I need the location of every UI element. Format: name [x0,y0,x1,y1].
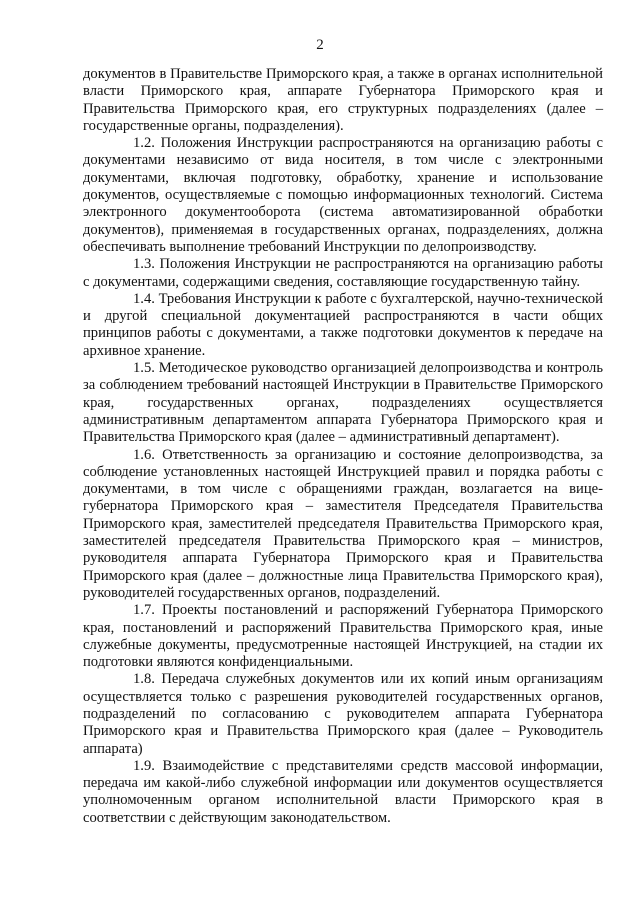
page-number: 2 [316,37,324,53]
paragraph-1-6: 1.6. Ответственность за организацию и состояние делопроизводства, за соблюдение установленных настоящей Инструкцией правил и порядка работы с документами, в том числе с обращениями граждан, возлагается на вице-губернатора Приморского края – заместителя Председателя Правительства Приморского края, заместителей председателя Правительства Приморского края, заместителей председателя Правительства Приморского края – министров, руководителя аппарата Губернатора Приморского края и Правительства Приморского края (далее – должностные лица Правительства Приморского края), руководителей государственных органов, подразделений. [83,446,603,601]
paragraph-1-9: 1.9. Взаимодействие с представителями средств массовой информации, передача им какой-либо служебной информации или документов осуществляется уполномоченным органом исполнительной власти Приморского края в соответствии с действующим законодательством. [83,757,603,826]
document-body [83,66,603,827]
paragraph-1-2: 1.2. Положения Инструкции распространяются на организацию работы с документами независимо от вида носителя, в том числе с электронными документами, включая подготовку, обработку, хранение и использование документов, осуществляемые с помощью информационных технологий. Система электронного документооборота (система автоматизированной обработки документов), применяемая в государственных органах, подразделениях, должна обеспечивать выполнение требований Инструкции по делопроизводству. [83,135,603,255]
paragraph-1-8: 1.8. Передача служебных документов или их копий иным организациям осуществляется только с разрешения руководителей государственных органов, подразделений по согласованию с руководителем аппарата Губернатора Приморского края и Правительства Приморского края (далее – Руководитель аппарата) [83,671,603,757]
paragraph-1-4: 1.4. Требования Инструкции к работе с бухгалтерской, научно-технической и другой специальной документацией распространяются в части общих принципов работы с документами, а также подготовки документов к передаче на архивное хранение. [83,290,603,359]
paragraph-1-5: 1.5. Методическое руководство организацией делопроизводства и контроль за соблюдением требований настоящей Инструкции в Правительстве Приморского края, государственных органах, подразделениях осуществляется административным департаментом аппарата Губернатора Приморского края и Правительства Приморского края (далее – административный департамент). [83,360,603,446]
paragraph-continuation: документов в Правительстве Приморского края, а также в органах исполнительной власти Приморского края, аппарате Губернатора Приморского края и Правительства Приморского края, его структурных подразделениях (далее – государственные органы, подразделения). [83,66,603,134]
paragraph-1-3: 1.3. Положения Инструкции не распространяются на организацию работы с документами, содержащими сведения, составляющие государственную тайну. [83,256,603,290]
paragraph-1-7: 1.7. Проекты постановлений и распоряжений Губернатора Приморского края, постановлений и распоряжений Правительства Приморского края, иные служебные документы, предусмотренные настоящей Инструкцией, на стадии их подготовки являются конфиденциальными. [83,602,603,671]
